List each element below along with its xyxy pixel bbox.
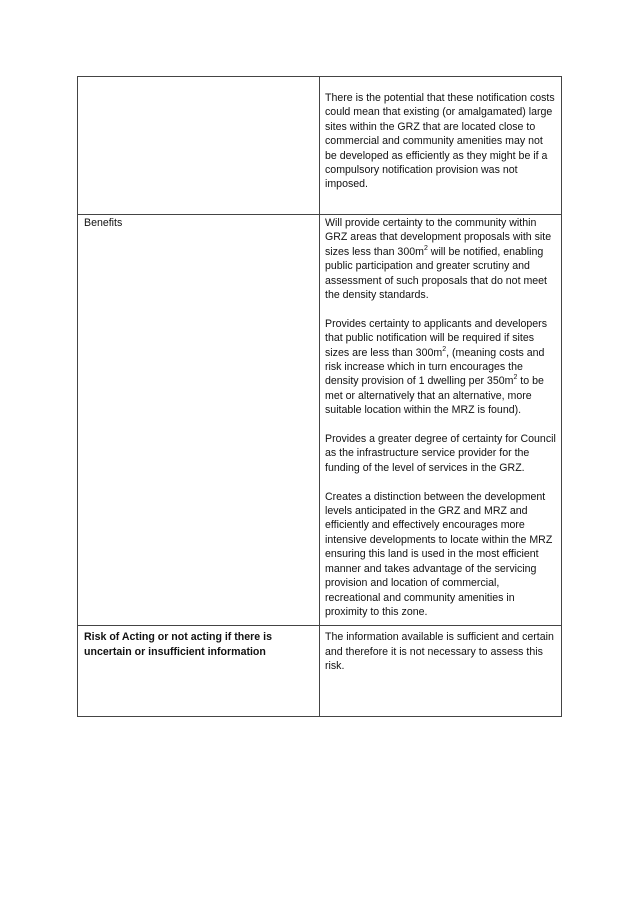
- risk-paragraph: The information available is sufficient and certain and therefore it is not necessary to assess this risk.: [325, 631, 554, 673]
- table-cell-right: [320, 215, 562, 626]
- costs-paragraph: There is the potential that these notification costs could mean that existing (or amalgamated) large sites within the GRZ that are located close to commercial and community amenities may not be developed as efficiently as they might be if a compulsory notification provision was not imposed.: [325, 92, 555, 191]
- table-row: [78, 77, 562, 215]
- benefits-label: Benefits: [84, 217, 123, 229]
- benefit-paragraph-applicants: Provides certainty to applicants and developers that public notification will be required if sites sizes are less than $300m^2$, (meaning costs and risk increase which in turn encourages the density provision of 1 dwelling per $350m^2$ to be met or alternatively that an alternative, more suitable location within the MRZ is found).: [325, 317, 548, 417]
- table-cell-left: [78, 626, 320, 717]
- table-row: [78, 215, 562, 626]
- table-row: [78, 626, 562, 717]
- table-cell-right: [320, 626, 562, 717]
- risk-label: Risk of Acting or not acting if there is uncertain or insufficient information: [84, 631, 272, 658]
- table-cell-left: [78, 77, 320, 215]
- benefit-paragraph-community: Will provide certainty to the community within GRZ areas that development proposals with site sizes less than $300m^2$ will be notified, enabling public participation and greater scrutiny and assessment of such proposals that do not meet the density standards.: [325, 217, 552, 302]
- table-cell-right: [320, 77, 562, 215]
- table-cell-text: [78, 77, 319, 214]
- benefit-paragraph-distinction: Creates a distinction between the development levels anticipated in the GRZ and MRZ and efficiently and effectively encourages more intensive developments to locate within the MRZ ensuring this land is used in the most efficient manner and takes advantage of the servicing provision and location of commercial, recreational and community amenities in proximity to this zone.: [325, 490, 553, 618]
- benefit-paragraph-council: Provides a greater degree of certainty for Council as the infrastructure service provider for the funding of the level of services in the GRZ.: [325, 433, 556, 474]
- table-cell-left: [78, 215, 320, 626]
- evaluation-table: [77, 76, 562, 717]
